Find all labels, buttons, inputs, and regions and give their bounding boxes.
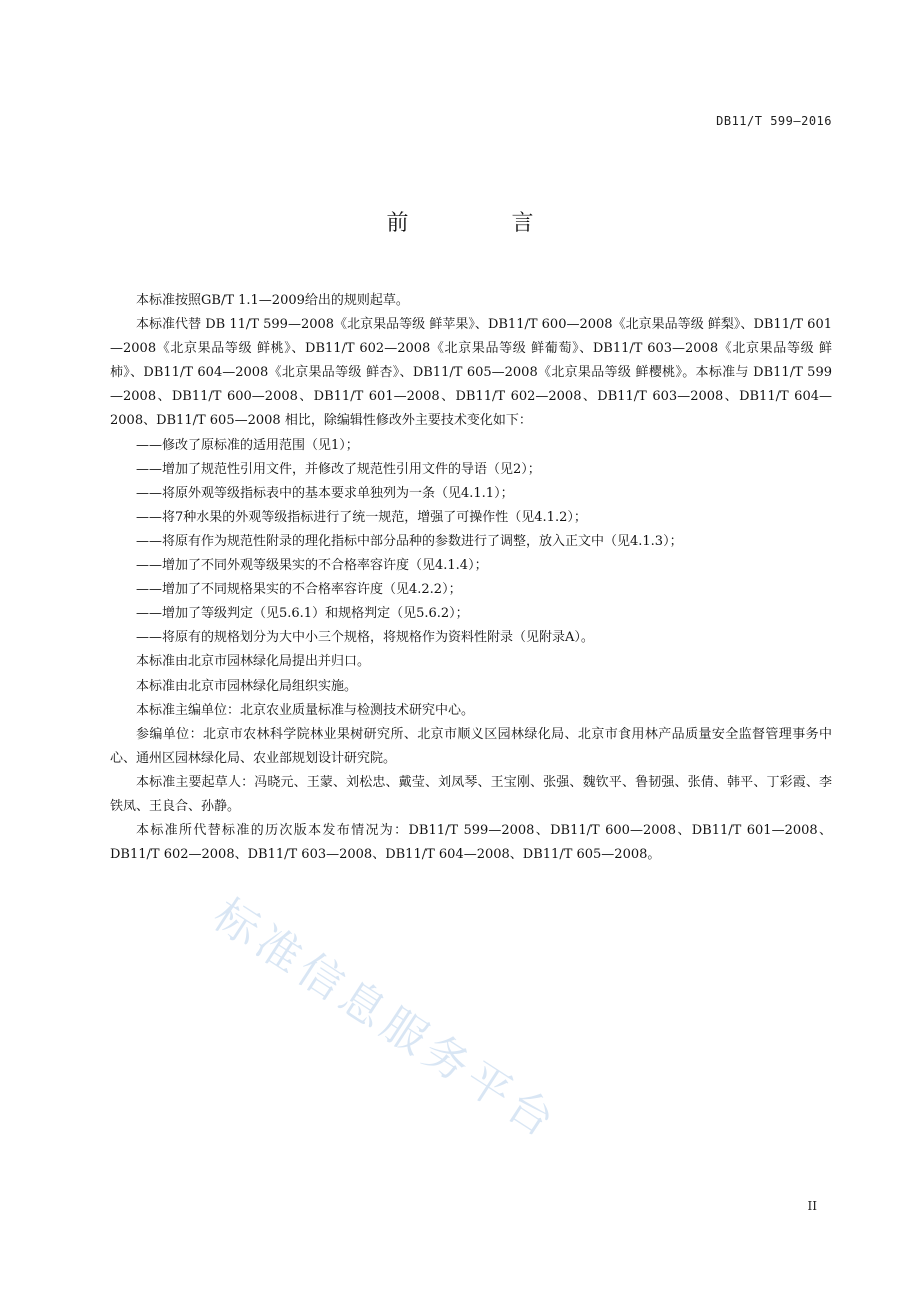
paragraph-drafters: 本标准主要起草人：冯晓元、王蒙、刘松忠、戴莹、刘凤琴、王宝刚、张强、魏钦平、鲁韧强、张倩、韩平、丁彩霞、李铁凤、王良合、孙静。 bbox=[110, 774, 832, 814]
change-item: ——将原外观等级指标表中的基本要求单独列为一条（见4.1.1）； bbox=[136, 485, 514, 501]
change-item: ——增加了规范性引用文件，并修改了规范性引用文件的导语（见2）； bbox=[136, 461, 541, 477]
change-item: ——修改了原标准的适用范围（见1）； bbox=[136, 437, 359, 453]
page-title: 前 言 bbox=[386, 211, 582, 236]
paragraph-implementer: 本标准由北京市园林绿化局组织实施。 bbox=[136, 678, 358, 694]
paragraph-chief-editor: 本标准主编单位：北京农业质量标准与检测技术研究中心。 bbox=[136, 702, 475, 718]
paragraph-drafting-rules: 本标准按照GB/T 1.1—2009给出的规则起草。 bbox=[136, 293, 409, 308]
change-item: ——增加了等级判定（见5.6.1）和规格判定（见5.6.2）； bbox=[136, 606, 469, 622]
paragraph-proposer: 本标准由北京市园林绿化局提出并归口。 bbox=[136, 654, 371, 670]
change-item: ——将原有作为规范性附录的理化指标中部分品种的参数进行了调整，放入正文中（见4.1.3）； bbox=[136, 533, 683, 549]
change-item: ——将原有的规格划分为大中小三个规格，将规格作为资料性附录（见附录A）。 bbox=[136, 630, 594, 646]
page-number: II bbox=[807, 1199, 817, 1213]
change-item: ——增加了不同外观等级果实的不合格率容许度（见4.1.4）； bbox=[136, 558, 488, 574]
change-item: ——增加了不同规格果实的不合格率容许度（见4.2.2）； bbox=[136, 582, 462, 598]
paragraph-replaces: 本标准代替 DB 11/T 599—2008《北京果品等级 鲜苹果》、DB11/T 600—2008《北京果品等级 鲜梨》、DB11/T 601—2008《北京果品等级 鲜桃》、DB11/T 602—2008《北京果品等级 鲜葡萄》、DB11/T 603—2008《北京果品等级 鲜柿》、DB11/T 604—2008《北京果品等级 鲜杏》、DB11/T 605—2008《北京果品等级 鲜樱桃》。本标准与 DB11/T 599—2008、DB11/T 600—2008、DB11/T 601—2008、DB11/T 602—2008、DB11/T 603—2008、DB11/T 604—2008、DB11/T 605—2008 相比，除编辑性修改外主要技术变化如下： bbox=[110, 317, 832, 429]
change-item: ——将7种水果的外观等级指标进行了统一规范，增强了可操作性（见4.1.2）； bbox=[136, 509, 587, 525]
watermark-text: 标准信息服务平台 bbox=[204, 889, 568, 1150]
document-code: DB11/T 599—2016 bbox=[716, 114, 832, 128]
paragraph-history: 本标准所代替标准的历次版本发布情况为：DB11/T 599—2008、DB11/T 600—2008、DB11/T 601—2008、DB11/T 602—2008、DB11/T 603—2008、DB11/T 604—2008、DB11/T 605—2008。 bbox=[110, 823, 832, 863]
paragraph-participants: 参编单位：北京市农林科学院林业果树研究所、北京市顺义区园林绿化局、北京市食用林产品质量安全监督管理事务中心、通州区园林绿化局、农业部规划设计研究院。 bbox=[110, 726, 832, 766]
foreword-body bbox=[110, 289, 832, 867]
